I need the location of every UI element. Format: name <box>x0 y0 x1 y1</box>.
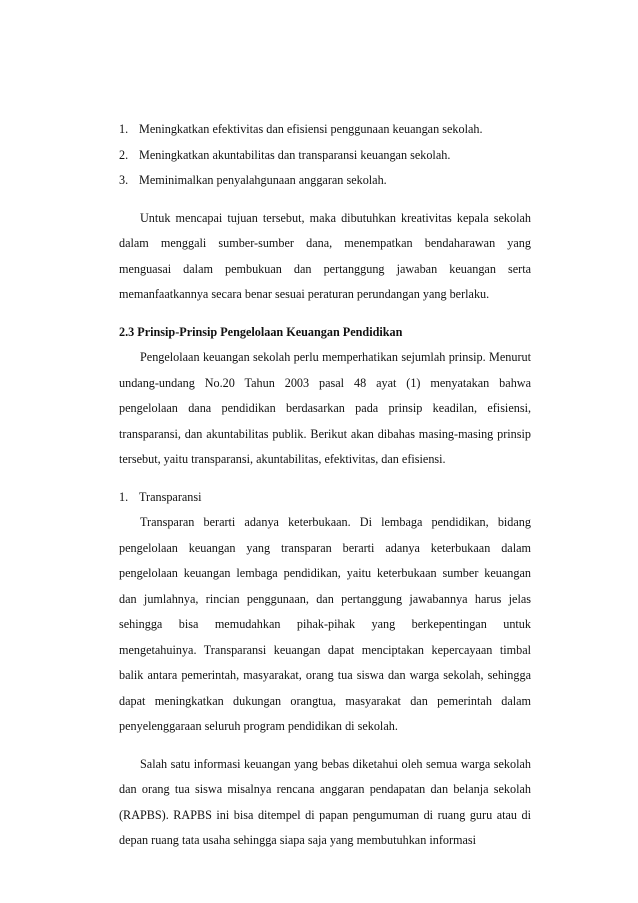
sub-heading-text: Transparansi <box>139 489 202 504</box>
list-number: 1. <box>119 122 129 136</box>
section-heading: 2.3 Prinsip-Prinsip Pengelolaan Keuangan Pendidikan <box>119 324 403 339</box>
list-text: Meningkatkan efektivitas dan efisiensi penggunaan keuangan sekolah. <box>139 122 483 136</box>
sub-heading <box>119 485 531 511</box>
list-item <box>119 117 531 143</box>
document-page <box>119 117 531 854</box>
intro-paragraph: Untuk mencapai tujuan tersebut, maka dibutuhkan kreativitas kepala sekolah dalam menggali sumber-sumber dana, menempatkan bendaharawan yang menguasai dalam pembukuan dan pertanggung jawaban keuangan serta memanfaatkannya secara benar sesuai peraturan perundangan yang berlaku. <box>119 210 531 301</box>
list-text: Meningkatkan akuntabilitas dan transparansi keuangan sekolah. <box>139 147 451 162</box>
principles-paragraph: Pengelolaan keuangan sekolah perlu memperhatikan sejumlah prinsip. Menurut undang-undang No.20 Tahun 2003 pasal 48 ayat (1) menyatakan bahwa pengelolaan dana pendidikan berdasarkan pada prinsip keadilan, efisiensi, transparansi, dan akuntabilitas publik. Berikut akan dibahas masing-masing prinsip tersebut, yaitu transparansi, akuntabilitas, efektivitas, dan efisiensi. <box>119 350 531 466</box>
list-number: 3. <box>119 173 129 187</box>
spacer <box>119 473 531 485</box>
spacer <box>119 194 531 206</box>
spacer <box>119 308 531 320</box>
objectives-list <box>119 117 531 194</box>
spacer <box>119 740 531 752</box>
rapbs-paragraph: Salah satu informasi keuangan yang bebas diketahui oleh semua warga sekolah dan orang tua siswa misalnya rencana anggaran pendapatan dan belanja sekolah (RAPBS). RAPBS ini bisa ditempel di papan pengumuman di ruang guru atau di depan ruang tata usaha sehingga siapa saja yang membutuhkan informasi <box>119 756 531 847</box>
list-number: 2. <box>119 147 129 162</box>
sub-heading-number: 1. <box>119 489 129 504</box>
list-text: Meminimalkan penyalahgunaan anggaran sekolah. <box>139 173 387 187</box>
list-item <box>119 143 531 169</box>
list-item <box>119 168 531 194</box>
transparency-paragraph: Transparan berarti adanya keterbukaan. Di lembaga pendidikan, bidang pengelolaan keuangan yang transparan berarti adanya keterbukaan dalam pengelolaan keuangan lembaga pendidikan, yaitu keterbukaan sumber keuangan dan jumlahnya, rincian penggunaan, dan pertanggung jawabannya harus jelas sehingga bisa memudahkan pihak-pihak yang berkepentingan untuk mengetahuinya. Transparansi keuangan dapat menciptakan kepercayaan timbal balik antara pemerintah, masyarakat, orang tua siswa dan warga sekolah, sehingga dapat meningkatkan dukungan orangtua, masyarakat dan pemerintah dalam penyelenggaraan seluruh program pendidikan di sekolah. <box>119 515 531 733</box>
